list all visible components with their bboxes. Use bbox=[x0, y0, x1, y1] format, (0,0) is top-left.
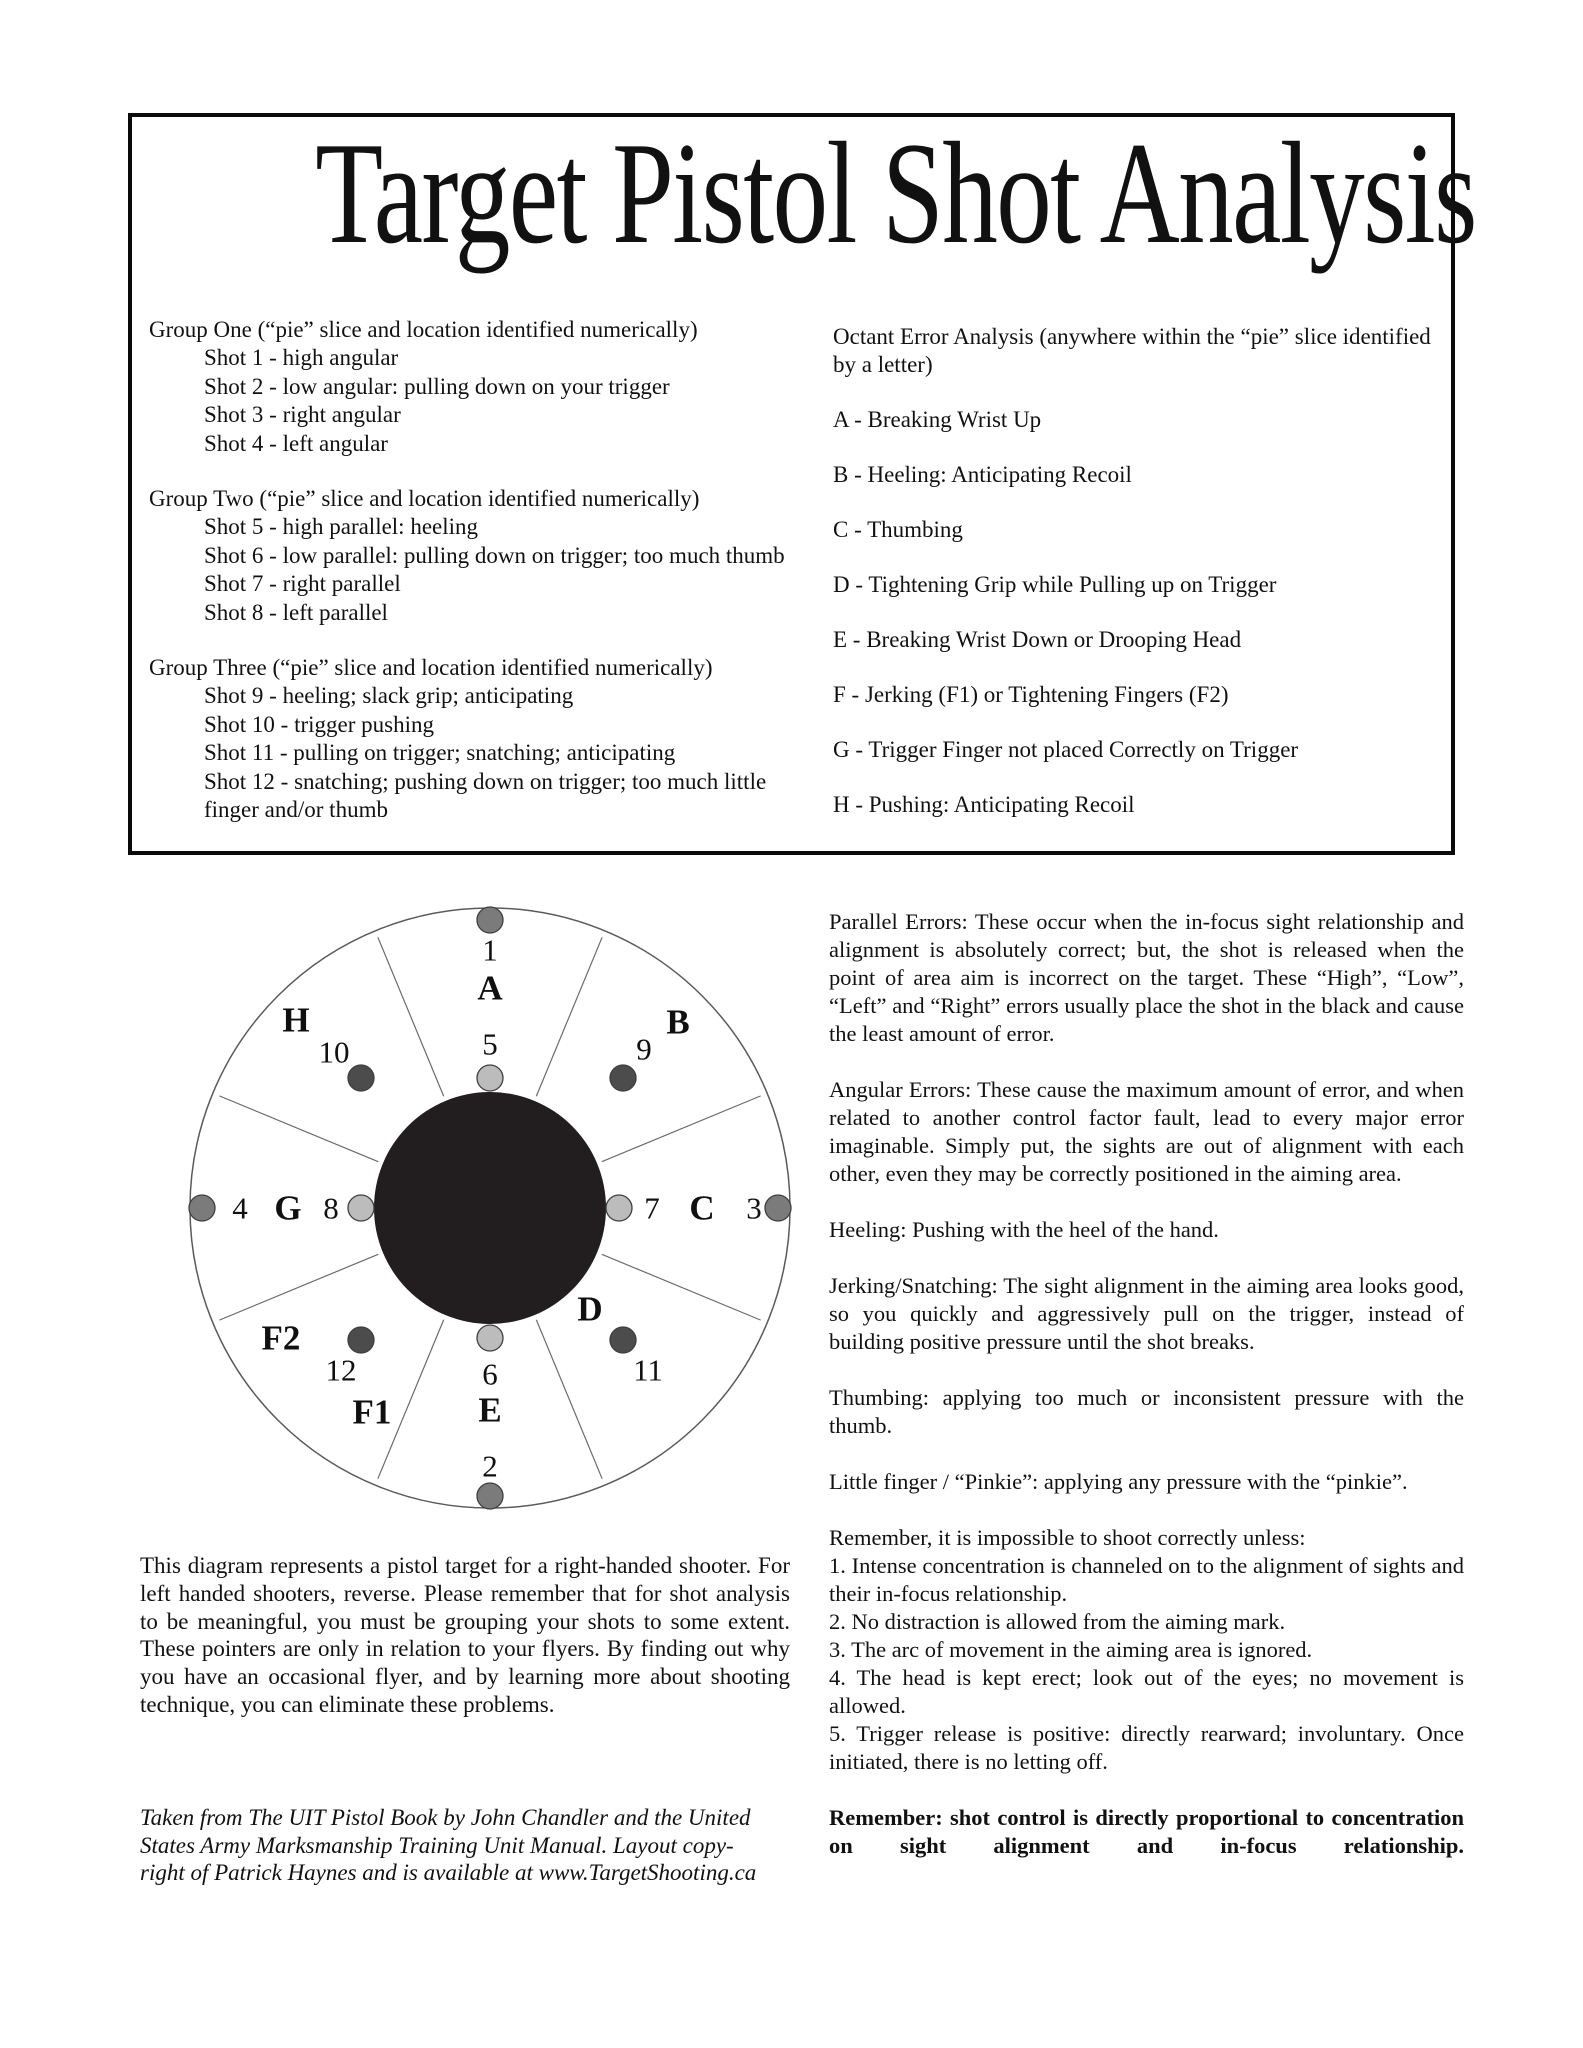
shot-number-label: 9 bbox=[636, 1031, 652, 1067]
shot-number-label: 5 bbox=[482, 1026, 498, 1062]
page-title: Target Pistol Shot Analysis bbox=[315, 112, 1476, 274]
group-heading: Group Two (“pie” slice and location identified numerically) bbox=[149, 486, 700, 512]
diagram-note: This diagram represents a pistol target for a right-handed shooter. For left handed shooters, reverse. Please remember that for shot analysis to be meaningful, you must be grouping your shots to some extent. These pointers are only in relation to your flyers. By finding out why you have an occasional flyer, and by learning more about shooting technique, you can eliminate these problems. bbox=[140, 1553, 790, 1717]
octant-item: D - Tightening Grip while Pulling up on Trigger bbox=[833, 572, 1277, 597]
remember-block bbox=[829, 1524, 1464, 1776]
shot-description: Shot 12 - snatching; pushing down on trigger; too much little finger and/or thumb bbox=[204, 768, 767, 823]
shot-description: Shot 9 - heeling; slack grip; anticipating bbox=[204, 683, 574, 709]
note-paragraph: Thumbing: applying too much or inconsistent pressure with the thumb. bbox=[829, 1385, 1464, 1438]
shot-dot bbox=[477, 1325, 503, 1351]
shot-dot bbox=[477, 907, 503, 933]
shot-description: Shot 4 - left angular bbox=[204, 430, 388, 456]
octant-item: A - Breaking Wrist Up bbox=[833, 407, 1042, 432]
octant-item: B - Heeling: Anticipating Recoil bbox=[833, 462, 1132, 487]
shot-description: Shot 2 - low angular: pulling down on your trigger bbox=[204, 373, 670, 399]
shot-dot bbox=[189, 1195, 215, 1221]
remember-item: 3. The arc of movement in the aiming area is ignored. bbox=[829, 1637, 1313, 1662]
shot-description: Shot 8 - left parallel bbox=[204, 599, 388, 625]
shot-dot bbox=[477, 1065, 503, 1091]
credit-line: Taken from The UIT Pistol Book by John Chandler and the United bbox=[140, 1805, 751, 1830]
shot-number-label: 6 bbox=[482, 1356, 498, 1392]
shot-number-label: 2 bbox=[482, 1448, 498, 1484]
credit-line: right of Patrick Haynes and is available at www.TargetShooting.ca bbox=[140, 1860, 757, 1885]
octant-heading: Octant Error Analysis (anywhere within the “pie” slice identified by a letter) bbox=[833, 324, 1431, 377]
shot-group bbox=[149, 316, 789, 458]
shot-group bbox=[149, 485, 789, 627]
octant-item: G - Trigger Finger not placed Correctly on Trigger bbox=[833, 737, 1299, 762]
shot-dot bbox=[610, 1327, 636, 1353]
octant-item: F - Jerking (F1) or Tightening Fingers (F2) bbox=[833, 682, 1229, 707]
remember-item: 1. Intense concentration is channeled on to the alignment of sights and their in-focus relationship. bbox=[829, 1553, 1464, 1606]
group-heading: Group Three (“pie” slice and location identified numerically) bbox=[149, 655, 713, 681]
octant-letter-label: H bbox=[282, 1000, 310, 1040]
target-diagram-svg bbox=[150, 868, 830, 1548]
aiming-black bbox=[374, 1092, 606, 1324]
remember-heading: Remember, it is impossible to shoot correctly unless: bbox=[829, 1525, 1306, 1550]
shot-description: Shot 5 - high parallel: heeling bbox=[204, 514, 479, 540]
error-paragraphs bbox=[829, 908, 1464, 1496]
note-paragraph: Jerking/Snatching: The sight alignment in the aiming area looks good, so you quickly and aggressively pull on the trigger, instead of building positive pressure until the shot breaks. bbox=[829, 1273, 1464, 1354]
note-paragraph: Angular Errors: These cause the maximum amount of error, and when related to another control factor fault, lead to every major error imaginable. Simply put, the sights are out of alignment with each other, even they may be correctly positioned in the aiming area. bbox=[829, 1077, 1464, 1186]
octant-item: H - Pushing: Anticipating Recoil bbox=[833, 792, 1135, 817]
octant-letter-label: C bbox=[689, 1188, 715, 1228]
shot-dot bbox=[348, 1195, 374, 1221]
octant-letter-label: D bbox=[577, 1289, 603, 1329]
octant-item: C - Thumbing bbox=[833, 517, 963, 542]
shot-description: Shot 11 - pulling on trigger; snatching; anticipating bbox=[204, 740, 676, 766]
shot-dot bbox=[610, 1065, 636, 1091]
remember-bold-note: Remember: shot control is directly proportional to concentration on sight alignment and in-focus relationship. bbox=[829, 1805, 1464, 1858]
note-paragraph: Heeling: Pushing with the heel of the hand. bbox=[829, 1217, 1219, 1242]
right-notes-column bbox=[829, 908, 1464, 1860]
octant-item: E - Breaking Wrist Down or Drooping Head bbox=[833, 627, 1242, 652]
octant-list bbox=[833, 406, 1458, 819]
shot-number-label: 3 bbox=[746, 1190, 762, 1226]
shot-number-label: 12 bbox=[325, 1352, 357, 1388]
legend-left-column bbox=[149, 316, 789, 852]
group-heading: Group One (“pie” slice and location identified numerically) bbox=[149, 317, 698, 342]
shot-description: Shot 7 - right parallel bbox=[204, 571, 401, 597]
credit-note bbox=[140, 1804, 800, 1887]
shot-number-label: 11 bbox=[633, 1352, 663, 1388]
octant-letter-label: E bbox=[478, 1390, 502, 1430]
shot-number-label: 1 bbox=[482, 932, 498, 968]
shot-dot bbox=[477, 1483, 503, 1509]
shot-number-label: 8 bbox=[323, 1190, 339, 1226]
page-title-row bbox=[132, 112, 1476, 274]
legend-box bbox=[128, 112, 1476, 855]
remember-item: 4. The head is kept erect; look out of the eyes; no movement is allowed. bbox=[829, 1665, 1464, 1718]
shot-dot bbox=[606, 1195, 632, 1221]
shot-dot bbox=[348, 1327, 374, 1353]
shot-dot bbox=[348, 1065, 374, 1091]
octant-letter-label: B bbox=[666, 1002, 690, 1042]
shot-description: Shot 10 - trigger pushing bbox=[204, 711, 434, 737]
shot-dot bbox=[765, 1195, 791, 1221]
octant-letter-label: F2 bbox=[261, 1318, 301, 1358]
remember-list bbox=[829, 1552, 1464, 1776]
remember-item: 2. No distraction is allowed from the aiming mark. bbox=[829, 1609, 1286, 1634]
shot-description: Shot 6 - low parallel: pulling down on trigger; too much thumb bbox=[204, 542, 785, 568]
octant-letter-label: A bbox=[477, 968, 503, 1008]
shot-group bbox=[149, 654, 789, 824]
credit-line: States Army Marksmanship Training Unit Manual. Layout copy- bbox=[140, 1832, 734, 1858]
shot-description: Shot 1 - high angular bbox=[204, 345, 399, 371]
shot-number-label: 7 bbox=[644, 1190, 660, 1226]
octant-letter-label: G bbox=[274, 1188, 302, 1228]
shot-number-label: 10 bbox=[318, 1034, 350, 1070]
shot-number-label: 4 bbox=[232, 1190, 248, 1226]
note-paragraph: Little finger / “Pinkie”: applying any pressure with the “pinkie”. bbox=[829, 1469, 1408, 1494]
shot-diagram bbox=[150, 868, 830, 1548]
remember-item: 5. Trigger release is positive: directly rearward; involuntary. Once initiated, there is no letting off. bbox=[829, 1721, 1464, 1774]
octant-letter-label: F1 bbox=[352, 1392, 392, 1432]
legend-right-column bbox=[833, 323, 1458, 819]
note-paragraph: Parallel Errors: These occur when the in-focus sight relationship and alignment is absolutely correct; but, the shot is released when the point of area aim is incorrect on the target. These “High”, “Low”, “Left” and “Right” errors usually place the shot in the black and cause the least amount of error. bbox=[829, 909, 1464, 1046]
shot-description: Shot 3 - right angular bbox=[204, 402, 401, 428]
